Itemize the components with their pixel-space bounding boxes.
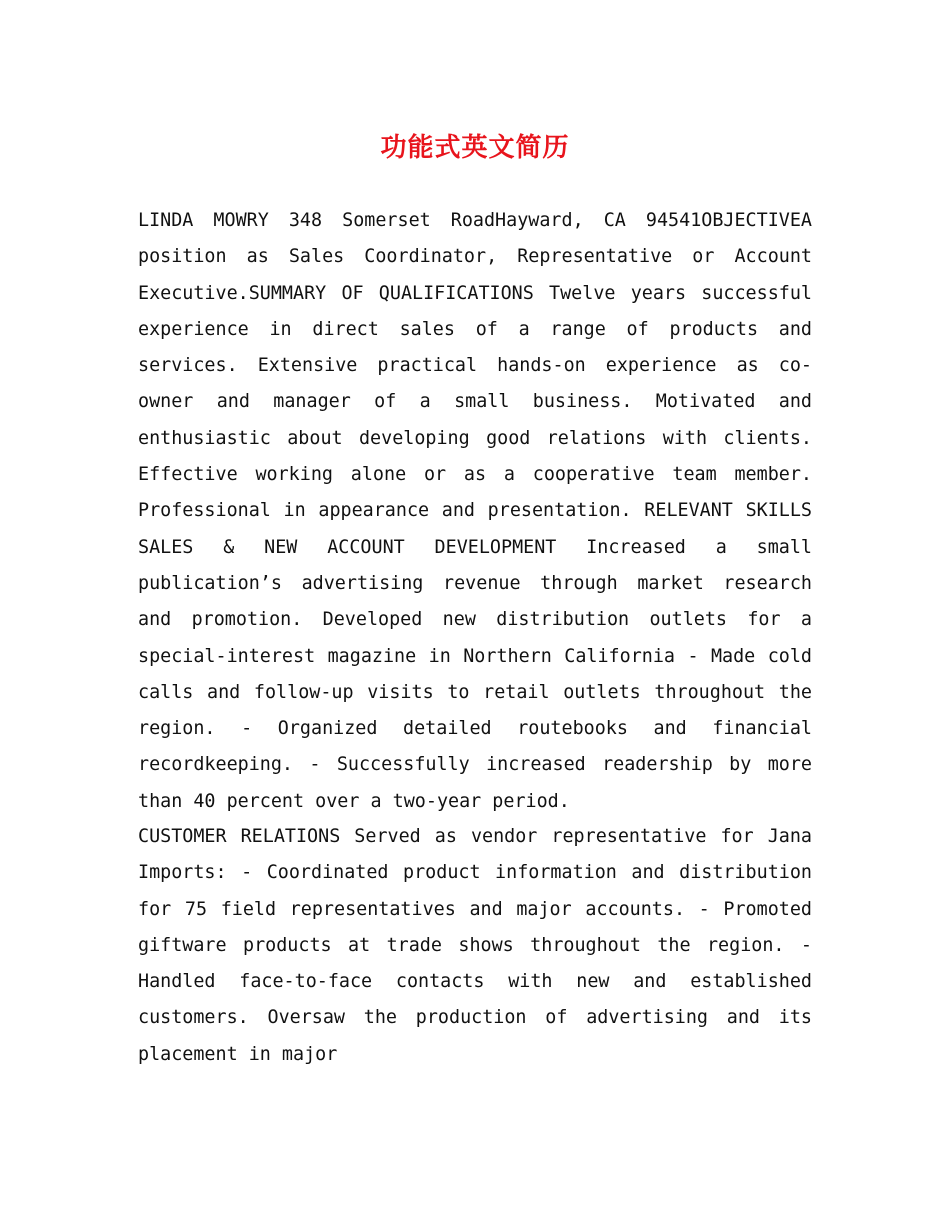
- body-paragraph-2: CUSTOMER RELATIONS Served as vendor representative for Jana Imports: - Coordinated product information and distribution for 75 field representatives and major accounts. - Promoted giftware products at trade shows throughout the region. - Handled face-to-face contacts with new and established customers. Oversaw the production of advertising and its placement in major: [138, 826, 812, 1065]
- body-paragraph-1: LINDA MOWRY 348 Somerset RoadHayward, CA 94541OBJECTIVEA position as Sales Coordinator, Representative or Account Executive.SUMMARY OF QUALIFICATIONS Twelve years successful experience in direct sales of a range of products and services. Extensive practical hands-on experience as co-owner and manager of a small business. Motivated and enthusiastic about developing good relations with clients. Effective working alone or as a cooperative team member. Professional in appearance and presentation. RELEVANT SKILLS SALES & NEW ACCOUNT DEVELOPMENT Increased a small publication’s advertising revenue through market research and promotion. Developed new distribution outlets for a special-interest magazine in Northern California - Made cold calls and follow-up visits to retail outlets throughout the region. - Organized detailed routebooks and financial recordkeeping. - Successfully increased readership by more than 40 percent over a two-year period.: [138, 210, 812, 812]
- document-title: 功能式英文简历: [380, 133, 570, 163]
